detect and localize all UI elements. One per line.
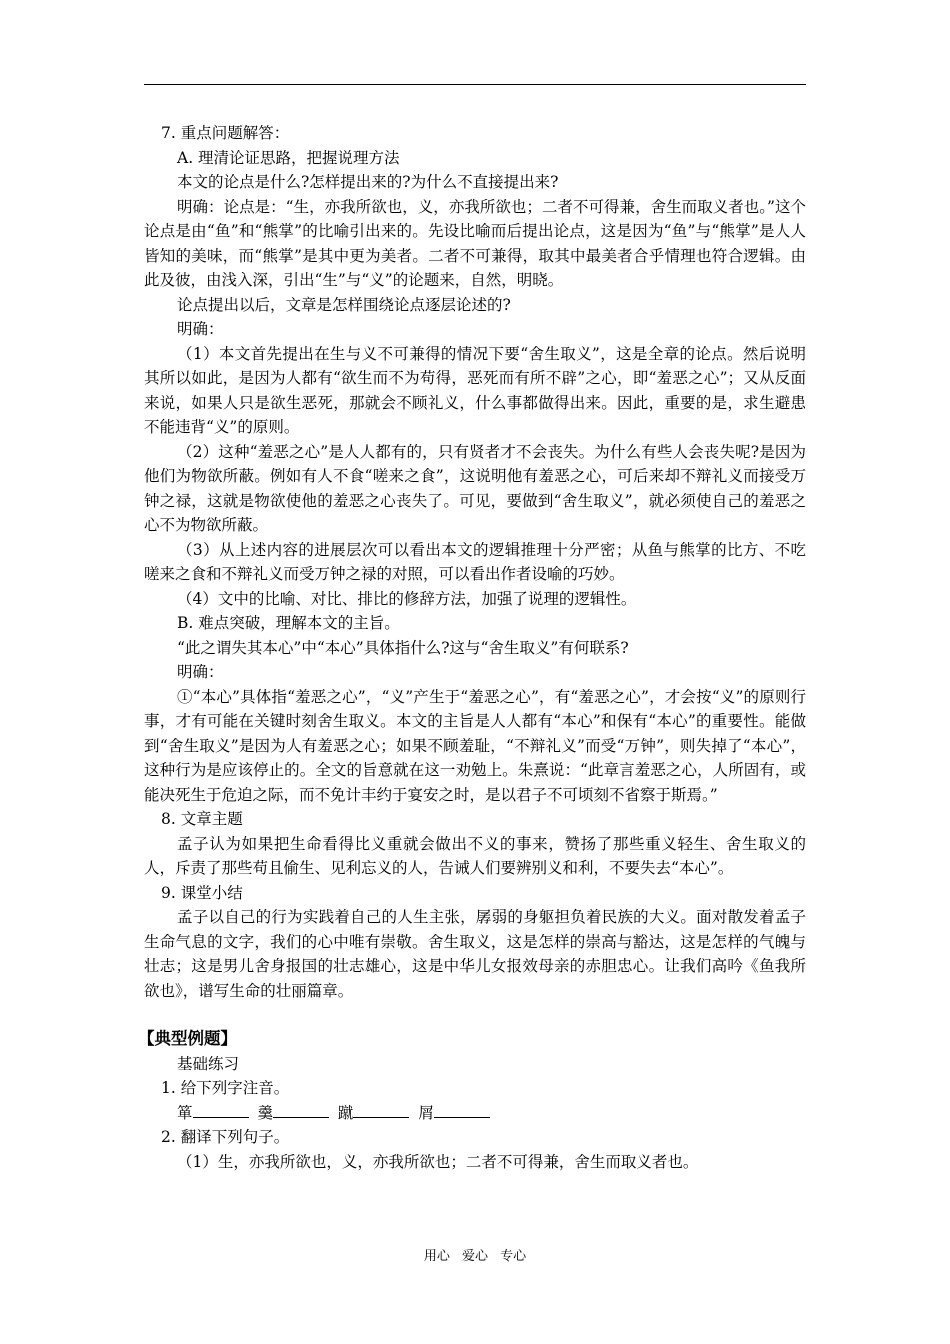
answer-1: 明确：论点是：“生，亦我所欲也，义，亦我所欲也；二者不可得兼，舍生而取义者也。”这个论点是由“鱼”和“熊掌”的比喻引出来的。先设比喻而后提出论点，这是因为“鱼”与“熊掌”是人人皆知的美味，而“熊掌”是其中更为美者。二者不可兼得，取其中最美者合乎情理也符合逻辑。由此及彼，由浅入深，引出“生”与“义”的论题来，自然，明晓。: [144, 197, 806, 289]
exercise-2-item-1: （1）生，亦我所欲也，义，亦我所欲也；二者不可得兼，舍生而取义者也。: [177, 1152, 699, 1171]
point-1: （1）本文首先提出在生与义不可兼得的情况下要“舍生取义”，这是全章的论点。然后说明其所以如此，是因为人都有“欲生而不为苟得，恶死而有所不辟”之心，即“羞恶之心”；又从反面来说，如果人只是欲生恶死，那就会不顾礼义，什么事都做得出来。因此，重要的是，求生避患不能违背“义”的原则。: [144, 344, 806, 436]
subsection-b-title: B. 难点突破，理解本文的主旨。: [177, 614, 400, 632]
point-2: （2）这种“羞恶之心”是人人都有的，只有贤者才不会丧失。为什么有些人会丧失呢?是因为他们为物欲所蔽。例如有人不食“嗟来之食”，这说明他有羞恶之心，可后来却不辩礼义而接受万钟之禄，这就是物欲使他的羞恶之心丧失了。可见，要做到“舍生取义”，就必须使自己的羞恶之心不为物欲所蔽。: [144, 442, 806, 534]
answer-blank-4[interactable]: [434, 1102, 490, 1118]
section-8-title: 8. 文章主题: [161, 810, 243, 828]
exercise-1-title: 1. 给下列字注音。: [161, 1079, 290, 1097]
header-rule: [144, 84, 806, 85]
question-1: 本文的论点是什么?怎样提出来的?为什么不直接提出来?: [177, 173, 559, 191]
question-3: “此之谓失其本心”中“本心”具体指什么?这与“舍生取义”有何联系?: [177, 638, 629, 657]
answer-blank-2[interactable]: [273, 1102, 329, 1118]
section-8-text: 孟子认为如果把生命看得比义重就会做出不义的事来，赞扬了那些重义轻生、舍生取义的人，斥责了那些苟且偷生、见利忘义的人，告诫人们要辨别义和利，不要失去“本心”。: [144, 834, 806, 877]
section-7-title: 7. 重点问题解答：: [161, 124, 290, 142]
document-body: [138, 121, 806, 1174]
pinyin-row: [144, 1101, 806, 1126]
exercise-2-title: 2. 翻译下列句子。: [161, 1128, 290, 1146]
char-2: 羹: [257, 1103, 273, 1122]
char-1: 箪: [177, 1103, 193, 1122]
section-9-text: 孟子以自己的行为实践着自己的人生主张，孱弱的身躯担负着民族的大义。面对散发着孟子生命气息的文字，我们的心中唯有崇敬。舍生取义，这是怎样的崇高与豁达，这是怎样的气魄与壮志；这是男儿舍身报国的壮志雄心，这是中华儿女报效母亲的赤胆忠心。让我们高吟《鱼我所欲也》，谱写生命的壮丽篇章。: [144, 908, 806, 1000]
question-2: 论点提出以后，文章是怎样围绕论点逐层论述的?: [177, 295, 511, 314]
answer-blank-1[interactable]: [193, 1102, 249, 1118]
subsection-a-title: A. 理清论证思路，把握说理方法: [177, 148, 400, 167]
char-3: 蹴: [337, 1103, 354, 1122]
page-footer: 用心 爱心 专心: [423, 1249, 527, 1264]
answer-3: ①“本心”具体指“羞恶之心”，“义”产生于“羞恶之心”，有“羞恶之心”，才会按“义”的原则行事，才有可能在关键时刻舍生取义。本文的主旨是人人都有“本心”和保有“本心”的重要性。能做到“舍生取义”是因为人有羞恶之心；如果不顾羞耻，“不辩礼义”而受“万钟”，则失掉了“本心”，这种行为是应该停止的。全文的旨意就在这一劝勉上。朱熹说：“此章言羞恶之心，人所固有，或能决死生于危迫之际，而不免计丰约于宴安之时，是以君子不可顷刻不省察于斯焉。”: [144, 687, 806, 804]
point-3: （3）从上述内容的进展层次可以看出本文的逻辑推理十分严密；从鱼与熊掌的比方、不吃嗟来之食和不辩礼义而受万钟之禄的对照，可以看出作者设喻的巧妙。: [144, 540, 806, 583]
examples-heading: 【典型例题】: [138, 1029, 237, 1048]
section-9-title: 9. 课堂小结: [161, 883, 243, 902]
basic-practice-label: 基础练习: [177, 1054, 240, 1073]
answer-blank-3[interactable]: [353, 1102, 409, 1118]
mingque-label-2: 明确：: [177, 663, 224, 681]
mingque-label-1: 明确：: [177, 320, 224, 338]
char-4: 屑: [418, 1103, 434, 1122]
point-4: （4）文中的比喻、对比、排比的修辞方法，加强了说理的逻辑性。: [177, 589, 637, 608]
